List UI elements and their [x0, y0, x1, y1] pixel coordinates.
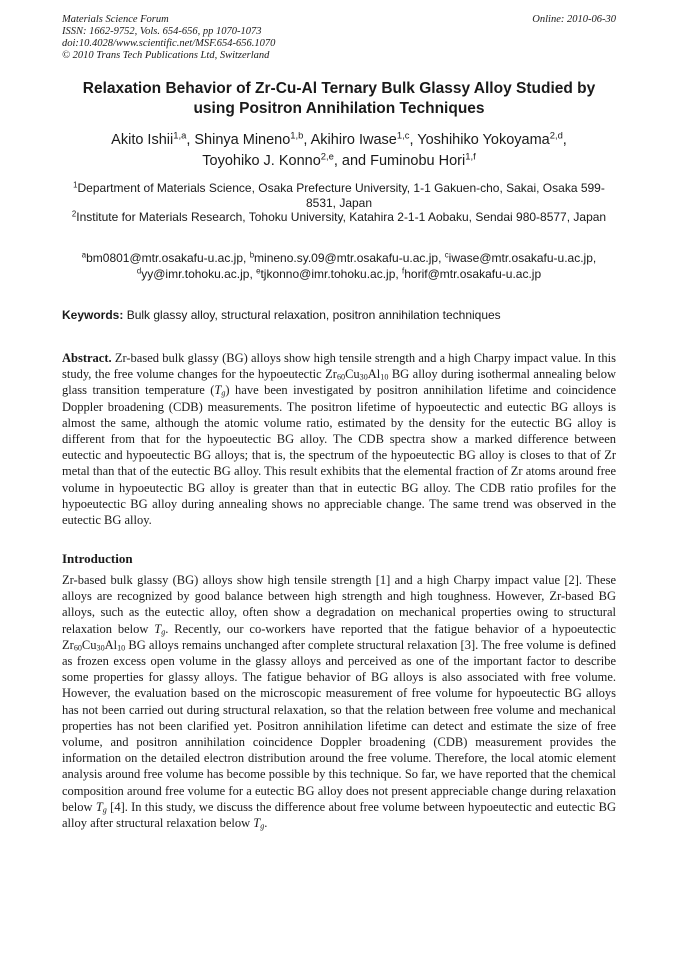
- doi-line: doi:10.4028/www.scientific.net/MSF.654-656.1070: [62, 38, 276, 49]
- author-sep: , and: [333, 153, 371, 169]
- element: Al: [104, 637, 118, 652]
- author-name: Toyohiko J. Konno: [202, 153, 321, 169]
- email: mineno.sy.09@mtr.osakafu-u.ac.jp,: [254, 251, 445, 265]
- email-mark: d: [136, 266, 142, 276]
- tg-symbol: [253, 816, 264, 830]
- journal-name: Materials Science Forum: [62, 14, 169, 25]
- tg-g: g: [161, 627, 166, 637]
- subscript: 30: [359, 372, 368, 382]
- abstract-text: BG alloy during isothermal annealing below glass transition temperature (: [62, 367, 616, 398]
- keywords: [62, 308, 616, 323]
- author-mark: 1,b: [290, 129, 304, 141]
- intro-text: Zr-based bulk glassy (BG) alloys show high tensile strength [1] and a high Charpy impact value [2]. These alloys are recognized by good balance between high strength and high toughness. However, Zr-based BG alloys, such as the eutectic alloy, often show a degradation on mechanical properties owing to structural relaxation below: [62, 573, 616, 636]
- affiliation-mark: 1: [73, 180, 78, 190]
- tg-symbol: [214, 383, 225, 397]
- author-name: Akihiro Iwase: [310, 132, 397, 148]
- abstract-text: ) have been investigated by positron annihilation lifetime and coincidence Doppler broadening (CDB) measurements. The positron lifetime of hypoeutectic and eutectic BG alloys is almost the same, although the atomic volume ratio, estimated by the density for the eutectic BG alloy is different from that for the hypoeutectic BG alloy. The CDB spectra show a marked difference between eutectic and hypoeutectic BG alloys; that is, the spectrum of the hypoeutectic BG alloy is closes to that of Zr metal than that of the eutectic BG alloy. This result exhibits that the elemental fraction of Zr atoms around free volume in hypoeutectic BG alloy is greater than that in eutectic BG alloy. The CDB ratio profiles for the hypoeutectic BG alloy during annealing shows no appreciable change. The same trend was observed in the eutectic BG alloy.: [62, 383, 616, 528]
- affiliation-1: [62, 181, 616, 211]
- author-mark: 2,d: [549, 129, 563, 141]
- email-list: [62, 250, 616, 282]
- affiliation-text: Institute for Materials Research, Tohoku University, Katahira 2-1-1 Aobaku, Sendai 980-8577, Japan: [76, 210, 607, 224]
- keywords-label: Keywords:: [62, 308, 124, 322]
- intro-text: . Recently, our co-workers have reported that the fatigue behavior of a hypoeutectic: [165, 621, 616, 636]
- email-mark: c: [444, 250, 449, 260]
- author-sep: ,: [303, 132, 311, 148]
- author-mark: 1,f: [465, 150, 476, 162]
- tg-t: T: [95, 799, 103, 814]
- author-name: Yoshihiko Yokoyama: [417, 132, 550, 148]
- email: horif@mtr.osakafu-u.ac.jp: [404, 267, 542, 281]
- email: yy@imr.tohoku.ac.jp,: [141, 267, 257, 281]
- intro-text: .: [264, 816, 268, 831]
- email: iwase@mtr.osakafu-u.ac.jp,: [448, 251, 597, 265]
- introduction-body: [62, 572, 616, 831]
- alloy-formula: [62, 638, 125, 652]
- issn-line: ISSN: 1662-9752, Vols. 654-656, pp 1070-1073: [62, 26, 262, 37]
- author-sep: ,: [186, 132, 195, 148]
- author-sep: ,: [409, 132, 418, 148]
- author-name: Fuminobu Hori: [370, 153, 466, 169]
- email-mark: f: [402, 266, 405, 276]
- alloy-formula: [325, 367, 388, 381]
- tg-symbol: [154, 622, 165, 636]
- subscript: 60: [73, 643, 82, 653]
- author-name: Akito Ishii: [111, 132, 174, 148]
- subscript: 10: [380, 372, 389, 382]
- subscript: 10: [117, 643, 126, 653]
- abstract-text: Zr-based bulk glassy (BG) alloys show high tensile strength and a high Charpy impact value. In this study, the free volume changes for the hypoeutectic: [62, 351, 616, 382]
- email-mark: b: [249, 250, 255, 260]
- element: Cu: [81, 637, 97, 652]
- intro-text: [4]. In this study, we discuss the difference about free volume between hypoeutectic and eutectic BG alloy after structural relaxation below: [62, 799, 616, 831]
- online-date: Online: 2010-06-30: [532, 14, 616, 25]
- tg-g: g: [102, 805, 107, 815]
- email: bm0801@mtr.osakafu-u.ac.jp,: [86, 251, 250, 265]
- affiliation-text: Department of Materials Science, Osaka Prefecture University, 1-1 Gakuen-cho, Sakai, Osaka 599-8531, Japan: [77, 181, 605, 210]
- journal-header: [62, 14, 616, 62]
- element: Zr: [62, 637, 74, 652]
- abstract: [62, 350, 616, 528]
- tg-t: T: [214, 383, 222, 398]
- author-name: Shinya Mineno: [194, 132, 291, 148]
- email-mark: e: [256, 266, 261, 276]
- author-list: [62, 130, 616, 172]
- email: tjkonno@imr.tohoku.ac.jp,: [260, 267, 403, 281]
- author-sep: ,: [562, 132, 567, 148]
- tg-g: g: [260, 821, 265, 831]
- tg-t: T: [253, 816, 261, 831]
- element: Zr: [325, 367, 337, 382]
- intro-text: BG alloys remains unchanged after complete structural relaxation [3]. The free volume is defined as frozen excess open volume in the glassy alloys and perceived as one of the important factor to describe some properties for glassy alloys. The fatigue behavior of BG alloys is also associated with free volume. However, the evaluation based on the microscopic measurement of free volume for hypoeutectic BG alloys has not been carried out during structural relaxation, so that the relation between free volume and mechanical properties has not been clarified yet. Positron annihilation lifetime can detect and estimate the size of free volume, and positron annihilation coincidence Doppler broadening (CDB) measurement provides the information on the detailed electron distribution around the free volume. Therefore, the local atomic element analysis around free volume has become possible by this technique. So far, we have reported that the chemical composition around free volume for a eutectic BG alloy does not present appreciable change during relaxation below: [62, 637, 616, 814]
- affiliation-2: [62, 210, 616, 225]
- author-mark: 2,e: [320, 150, 334, 162]
- tg-g: g: [221, 389, 226, 399]
- subscript: 60: [336, 372, 346, 382]
- copyright-line: © 2010 Trans Tech Publications Ltd, Switzerland: [62, 50, 270, 61]
- email-mark: a: [81, 250, 87, 260]
- affiliation-mark: 2: [71, 209, 77, 219]
- subscript: 30: [96, 643, 105, 653]
- section-heading: Introduction: [62, 551, 133, 566]
- paper-title: Relaxation Behavior of Zr-Cu-Al Ternary Bulk Glassy Alloy Studied by using Positron Annihilation Techniques: [82, 80, 596, 117]
- keywords-text: Bulk glassy alloy, structural relaxation, positron annihilation techniques: [126, 308, 501, 322]
- abstract-label: Abstract.: [62, 351, 112, 365]
- author-mark: 1,a: [173, 129, 187, 141]
- element: Cu: [345, 367, 360, 382]
- element: Al: [367, 367, 381, 382]
- tg-symbol: [96, 800, 107, 814]
- author-mark: 1,c: [396, 129, 410, 141]
- tg-t: T: [154, 621, 162, 636]
